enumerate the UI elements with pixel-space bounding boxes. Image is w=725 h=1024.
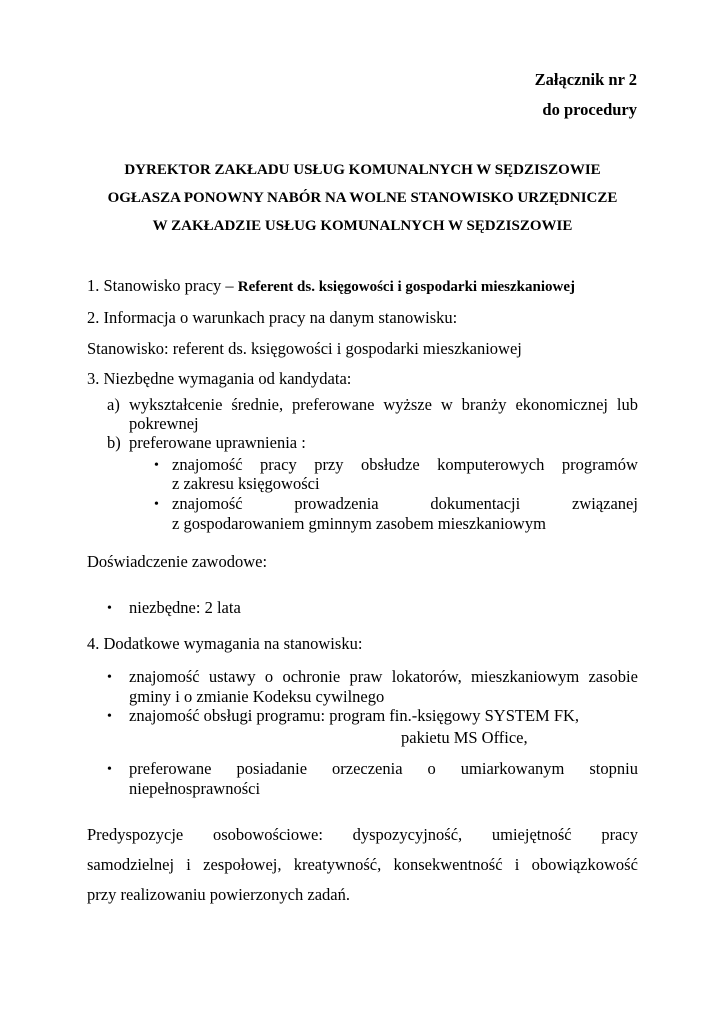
section-4-item-3-line-1: [129, 759, 638, 779]
section-1-prefix: 1. Stanowisko pracy –: [87, 276, 234, 295]
word: programów: [561, 455, 638, 474]
word: w: [440, 395, 453, 414]
item-a-marker: a): [107, 395, 120, 414]
word: wyższe: [383, 395, 432, 414]
word: zasobie: [588, 667, 638, 686]
section-2-text: Stanowisko: referent ds. księgowości i gospodarki mieszkaniowej: [87, 339, 522, 358]
word: ustawy: [208, 667, 256, 686]
section-2-heading: 2. Informacja o warunkach pracy na danym stanowisku:: [87, 308, 458, 327]
section-4-heading: 4. Dodatkowe wymagania na stanowisku:: [87, 634, 363, 653]
position-name: Referent ds. księgowości i gospodarki mieszkaniowej: [237, 279, 575, 295]
section-1: [87, 276, 575, 296]
bullet-1-line-1: [172, 455, 638, 475]
section-4-item-2-line-1: znajomość obsługi programu: program fin.-księgowy SYSTEM FK,: [129, 706, 580, 725]
word: związanej: [572, 494, 638, 513]
word: orzeczenia: [332, 759, 403, 778]
bullet-2-line-2: z gospodarowaniem gminnym zasobem mieszkaniowym: [172, 514, 546, 533]
bullet-icon: •: [107, 709, 112, 724]
bullet-icon: •: [154, 458, 159, 473]
word: osobowościowe:: [212, 825, 323, 844]
word: pracy: [601, 825, 638, 844]
predispositions-line-2: [87, 855, 638, 875]
procedure-label: do procedury: [542, 100, 637, 119]
word: ochronie: [282, 667, 341, 686]
word: średnie,: [231, 395, 284, 414]
section-4-item-2-line-2: pakietu MS Office,: [401, 728, 528, 747]
attachment-number: Załącznik nr 2: [534, 70, 637, 89]
word: umiarkowanym: [460, 759, 565, 778]
section-4-item-3-line-2: niepełnosprawności: [129, 779, 261, 798]
word: przy: [314, 455, 344, 474]
word: komputerowych: [437, 455, 545, 474]
word: preferowane: [292, 395, 375, 414]
word: i: [186, 855, 191, 874]
word: Predyspozycje: [87, 825, 184, 844]
item-b-text: preferowane uprawnienia :: [129, 433, 306, 452]
word: obsłudze: [361, 455, 420, 474]
predispositions-line-1: [87, 825, 638, 845]
word: zespołowej,: [203, 855, 282, 874]
word: o: [264, 667, 274, 686]
word: wykształcenie: [129, 395, 223, 414]
word: stopniu: [589, 759, 638, 778]
word: mieszkaniowym: [471, 667, 580, 686]
word: preferowane: [129, 759, 212, 778]
word: samodzielnej: [87, 855, 175, 874]
section-3-heading: 3. Niezbędne wymagania od kandydata:: [87, 369, 352, 388]
section-4-item-1-line-2: gminy i o zmianie Kodeksu cywilnego: [129, 687, 385, 706]
bullet-icon: •: [107, 670, 112, 685]
word: obowiązkowość: [531, 855, 638, 874]
section-4-item-1-line-1: [129, 667, 638, 687]
word: konsekwentność: [393, 855, 503, 874]
word: dyspozycyjność,: [352, 825, 463, 844]
word: znajomość: [172, 455, 243, 474]
word: posiadanie: [236, 759, 308, 778]
word: dokumentacji: [430, 494, 521, 513]
word: o: [427, 759, 436, 778]
experience-item: niezbędne: 2 lata: [129, 598, 241, 617]
word: kreatywność,: [293, 855, 382, 874]
bullet-icon: •: [107, 601, 112, 616]
item-b-marker: b): [107, 433, 121, 452]
word: praw: [349, 667, 383, 686]
item-a-line-1: [129, 395, 638, 415]
word: znajomość: [129, 667, 200, 686]
word: branży: [461, 395, 507, 414]
title-line-2: OGŁASZA PONOWNY NABÓR NA WOLNE STANOWISKO URZĘDNICZE: [107, 190, 618, 206]
item-a-line-2: pokrewnej: [129, 414, 199, 433]
word: lub: [616, 395, 638, 414]
title-line-1: DYREKTOR ZAKŁADU USŁUG KOMUNALNYCH W SĘDZISZOWIE: [124, 162, 601, 178]
word: umiejętność: [491, 825, 572, 844]
experience-heading: Doświadczenie zawodowe:: [87, 552, 268, 571]
word: znajomość: [172, 494, 243, 513]
bullet-icon: •: [107, 762, 112, 777]
title-line-3: W ZAKŁADZIE USŁUG KOMUNALNYCH W SĘDZISZOWIE: [152, 218, 573, 234]
bullet-icon: •: [154, 497, 159, 512]
word: ekonomicznej: [515, 395, 608, 414]
bullet-1-line-2: z zakresu księgowości: [172, 474, 320, 493]
word: pracy: [260, 455, 297, 474]
predispositions-line-3: przy realizowaniu powierzonych zadań.: [87, 885, 350, 904]
word: i: [514, 855, 520, 874]
word: prowadzenia: [294, 494, 379, 513]
bullet-2-line-1: [172, 494, 638, 514]
word: lokatorów,: [391, 667, 462, 686]
